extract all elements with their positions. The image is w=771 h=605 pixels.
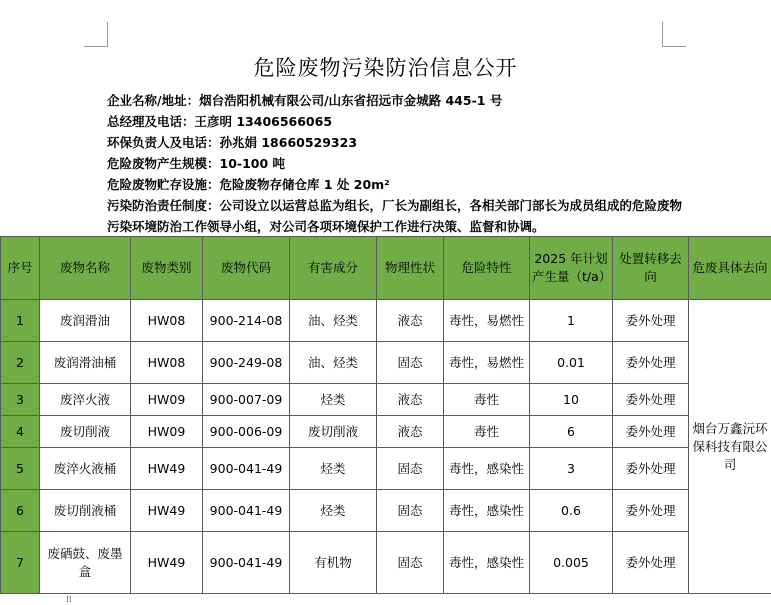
waste-code: 900-041-49 xyxy=(203,448,290,490)
scale-line: 危险废物产生规模：10-100 吨 xyxy=(107,156,286,171)
table-row xyxy=(1,448,771,490)
disposal-method: 委外处理 xyxy=(613,490,689,532)
header-cell: 处置转移去向 xyxy=(613,237,689,300)
table-row xyxy=(1,416,771,448)
disposal-method: 委外处理 xyxy=(613,416,689,448)
waste-name: 废淬火液 xyxy=(40,384,131,416)
table-move-handle-icon[interactable]: ⁞⁞ xyxy=(66,595,72,605)
crop-mark-top-left-h xyxy=(84,46,108,47)
header-cell: 废物代码 xyxy=(203,237,290,300)
row-number: 1 xyxy=(1,300,40,342)
hazard-property: 毒性，易燃性 xyxy=(444,300,530,342)
disposal-method: 委外处理 xyxy=(613,448,689,490)
document-title: 危险废物污染防治信息公开 xyxy=(253,56,518,80)
disposal-method: 委外处理 xyxy=(613,342,689,384)
waste-category: HW49 xyxy=(131,490,203,532)
row-number: 3 xyxy=(1,384,40,416)
row-number: 5 xyxy=(1,448,40,490)
physical-state: 液态 xyxy=(377,416,444,448)
header-cell: 废物类别 xyxy=(131,237,203,300)
company-info xyxy=(107,90,687,237)
header-cell: 序号 xyxy=(1,237,40,300)
header-cell: 废物名称 xyxy=(40,237,131,300)
storage-line: 危险废物贮存设施：危险废物存储仓库 1 处 20m² xyxy=(107,177,390,192)
waste-code: 900-007-09 xyxy=(203,384,290,416)
manager-line: 总经理及电话：王彦明 13406566065 xyxy=(107,114,333,129)
header-cell: 危废具体去向 xyxy=(689,237,771,300)
table-row xyxy=(1,342,771,384)
company-line: 企业名称/地址：烟台浩阳机械有限公司/山东省招远市金城路 445-1 号 xyxy=(107,93,503,108)
header-cell: 危险特性 xyxy=(444,237,530,300)
waste-name: 废润滑油 xyxy=(40,300,131,342)
physical-state: 固态 xyxy=(377,342,444,384)
hazard-property: 毒性，易燃性 xyxy=(444,342,530,384)
destination-company: 烟台万鑫沅环保科技有限公司 xyxy=(689,300,771,594)
harmful-component: 有机物 xyxy=(290,532,377,594)
row-number: 7 xyxy=(1,532,40,594)
waste-name: 废淬火液桶 xyxy=(40,448,131,490)
planned-amount: 0.6 xyxy=(530,490,613,532)
crop-mark-top-right-h xyxy=(662,46,686,47)
row-number: 2 xyxy=(1,342,40,384)
physical-state: 液态 xyxy=(377,384,444,416)
waste-category: HW09 xyxy=(131,416,203,448)
table-row xyxy=(1,490,771,532)
table-row xyxy=(1,300,771,342)
physical-state: 固态 xyxy=(377,448,444,490)
harmful-component: 废切削液 xyxy=(290,416,377,448)
waste-category: HW49 xyxy=(131,448,203,490)
waste-code: 900-041-49 xyxy=(203,532,290,594)
harmful-component: 油、烃类 xyxy=(290,342,377,384)
duty-line: 污染防治责任制度：公司设立以运营总监为组长，厂长为副组长，各相关部门部长为成员组成的危险废物污染环境防治工作领导小组，对公司各项环境保护工作进行决策、监督和协调。 xyxy=(107,198,683,234)
harmful-component: 烃类 xyxy=(290,490,377,532)
waste-name: 废切削液桶 xyxy=(40,490,131,532)
waste-code: 900-041-49 xyxy=(203,490,290,532)
waste-code: 900-249-08 xyxy=(203,342,290,384)
planned-amount: 3 xyxy=(530,448,613,490)
disposal-method: 委外处理 xyxy=(613,300,689,342)
disposal-method: 委外处理 xyxy=(613,532,689,594)
harmful-component: 烃类 xyxy=(290,384,377,416)
physical-state: 固态 xyxy=(377,532,444,594)
waste-category: HW09 xyxy=(131,384,203,416)
crop-mark-top-left-v xyxy=(107,22,108,46)
waste-category: HW08 xyxy=(131,342,203,384)
crop-mark-top-right-v xyxy=(662,22,663,46)
table-header-row xyxy=(1,237,771,300)
physical-state: 液态 xyxy=(377,300,444,342)
table-row xyxy=(1,532,771,594)
hazard-property: 毒性，感染性 xyxy=(444,532,530,594)
harmful-component: 烃类 xyxy=(290,448,377,490)
waste-code: 900-006-09 xyxy=(203,416,290,448)
waste-category: HW49 xyxy=(131,532,203,594)
waste-name: 废硒鼓、废墨盒 xyxy=(40,532,131,594)
row-number: 4 xyxy=(1,416,40,448)
disposal-method: 委外处理 xyxy=(613,384,689,416)
row-number: 6 xyxy=(1,490,40,532)
planned-amount: 6 xyxy=(530,416,613,448)
header-cell: 物理性状 xyxy=(377,237,444,300)
hazard-property: 毒性，感染性 xyxy=(444,448,530,490)
waste-table xyxy=(0,236,771,594)
header-cell: 有害成分 xyxy=(290,237,377,300)
planned-amount: 1 xyxy=(530,300,613,342)
env-contact-line: 环保负责人及电话：孙兆娟 18660529323 xyxy=(107,135,358,150)
planned-amount: 10 xyxy=(530,384,613,416)
planned-amount: 0.01 xyxy=(530,342,613,384)
planned-amount: 0.005 xyxy=(530,532,613,594)
hazard-property: 毒性 xyxy=(444,416,530,448)
waste-code: 900-214-08 xyxy=(203,300,290,342)
header-cell: 2025 年计划产生量（t/a） xyxy=(530,237,613,300)
waste-category: HW08 xyxy=(131,300,203,342)
physical-state: 固态 xyxy=(377,490,444,532)
table-row xyxy=(1,384,771,416)
waste-name: 废润滑油桶 xyxy=(40,342,131,384)
hazard-property: 毒性 xyxy=(444,384,530,416)
waste-name: 废切削液 xyxy=(40,416,131,448)
harmful-component: 油、烃类 xyxy=(290,300,377,342)
hazard-property: 毒性，感染性 xyxy=(444,490,530,532)
